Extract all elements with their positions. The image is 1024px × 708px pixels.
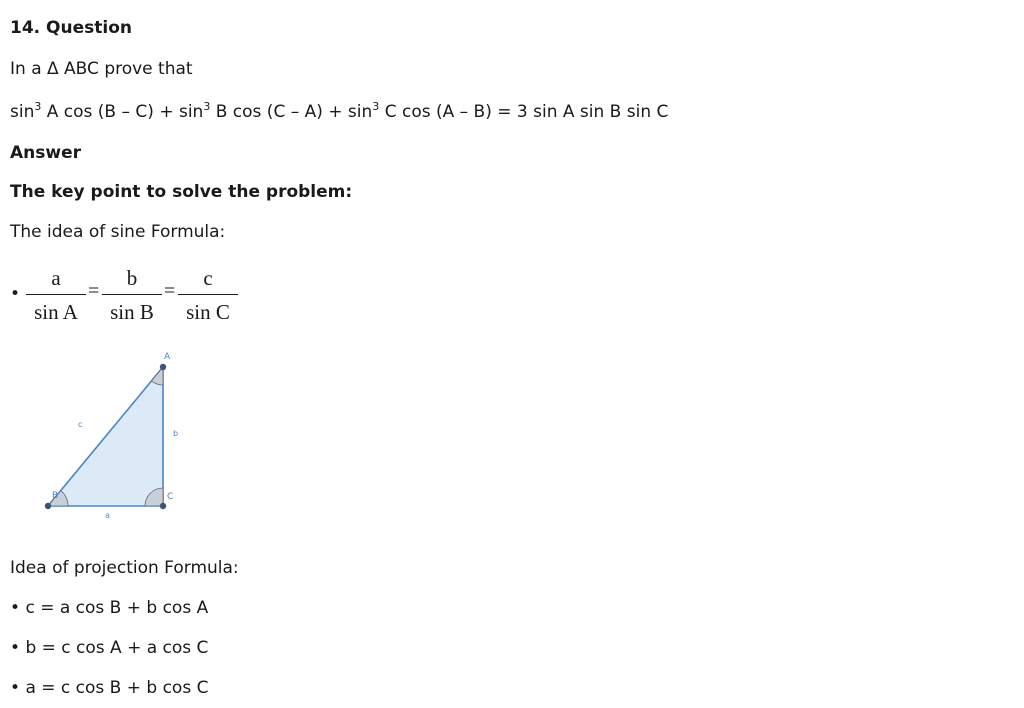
side-label-b: b — [173, 429, 179, 438]
projection-formula-intro: Idea of projection Formula: — [10, 558, 239, 578]
vertex-label-a: A — [164, 352, 171, 362]
equals-sign: = — [164, 280, 176, 302]
list-item: • b = c cos A + a cos C — [10, 638, 209, 658]
point-c — [160, 503, 166, 509]
side-label-c: c — [78, 420, 83, 429]
bullet: • — [10, 638, 21, 658]
angle-arc-a — [152, 367, 164, 385]
list-item: • c = a cos B + b cos A — [10, 598, 209, 618]
key-point-heading: The key point to solve the problem: — [10, 182, 353, 202]
vertex-label-b: B — [52, 491, 59, 501]
fraction-a: $\frac{a}{\text{sin A}}$ — [26, 262, 86, 327]
point-b — [45, 503, 51, 509]
triangle-shape — [48, 367, 163, 506]
vertex-label-c: C — [167, 492, 174, 502]
triangle-diagram — [30, 345, 200, 525]
bullet: • — [10, 598, 21, 618]
fraction-b: $\frac{b}{\text{sin B}}$ — [102, 262, 162, 327]
question-heading: 14. Question — [10, 18, 132, 38]
sine-formula-intro: The idea of sine Formula: — [10, 222, 226, 242]
point-a — [160, 364, 166, 370]
bullet: • — [10, 284, 21, 304]
question-intro: In a Δ ABC prove that — [10, 59, 193, 79]
side-label-a: a — [105, 511, 110, 520]
list-item: • a = c cos B + b cos C — [10, 678, 209, 698]
question-equation: $\sin^3 A$ $\cos (B - C) + \sin^3 B$ $\cos (C - A) + \sin^3 C$ cos (A – B) = 3 sin A sin B sin C — [10, 100, 669, 122]
equals-sign: = — [88, 280, 100, 302]
answer-heading: Answer — [10, 143, 81, 163]
fraction-c: $\frac{c}{\text{sin C}}$ — [178, 262, 238, 327]
bullet: • — [10, 678, 21, 698]
